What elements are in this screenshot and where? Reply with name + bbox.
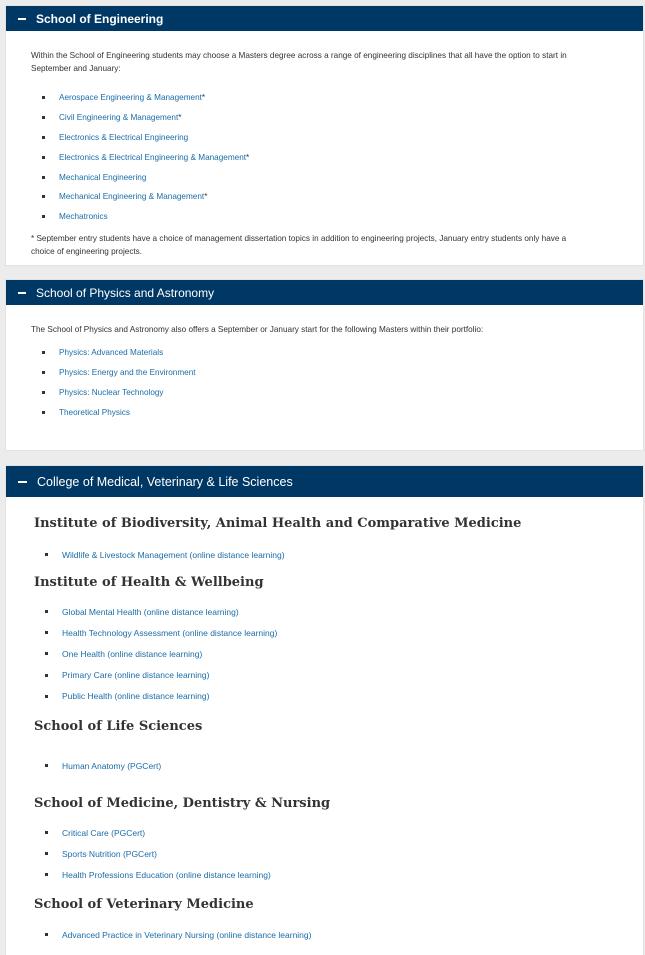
- list-item: [42, 383, 196, 403]
- programme-link[interactable]: Public Health (online distance learning): [62, 691, 210, 702]
- physics-intro: The School of Physics and Astronomy also offers a September or January start for the following Masters within their portfolio:: [31, 325, 484, 334]
- square-bullet-icon: [45, 764, 48, 767]
- list-item: [42, 402, 196, 422]
- list-item: [42, 88, 249, 108]
- programme-link[interactable]: Advanced Practice in Veterinary Nursing (online distance learning): [62, 929, 312, 940]
- minus-icon[interactable]: [18, 292, 26, 294]
- list-item: [45, 544, 285, 565]
- programme-link[interactable]: Physics: Nuclear Technology: [59, 387, 164, 397]
- programme-link[interactable]: Civil Engineering & Management: [59, 113, 179, 123]
- programme-link[interactable]: Mechanical Engineering: [59, 172, 147, 182]
- list-item: [42, 147, 249, 167]
- section-heading: School of Veterinary Medicine: [34, 897, 254, 912]
- section-programme-list: [45, 755, 161, 776]
- programme-link[interactable]: Health Technology Assessment (online distance learning): [62, 627, 278, 638]
- programme-link[interactable]: Global Mental Health (online distance learning): [62, 606, 239, 617]
- medical-panel-header[interactable]: [6, 466, 643, 497]
- programme-link[interactable]: Critical Care (PGCert): [62, 827, 146, 838]
- programme-link[interactable]: Theoretical Physics: [59, 407, 130, 417]
- programme-link[interactable]: Primary Care (online distance learning): [62, 670, 210, 681]
- engineering-intro: Within the School of Engineering students may choose a Masters degree across a range of engineering disciplines that all have the option to start in September and January:: [31, 51, 567, 73]
- square-bullet-icon: [45, 674, 48, 677]
- section-programme-list: [45, 601, 277, 707]
- list-item: [45, 822, 271, 843]
- physics-panel: [5, 279, 644, 451]
- list-item: [45, 864, 271, 885]
- programme-link[interactable]: Wildlife & Livestock Management (online distance learning): [62, 549, 285, 560]
- asterisk-mark: *: [246, 152, 250, 162]
- square-bullet-icon: [45, 933, 48, 936]
- list-item: [45, 643, 277, 664]
- panel-title: School of Engineering: [36, 11, 164, 26]
- list-item: [45, 755, 161, 776]
- programme-link[interactable]: One Health (online distance learning): [62, 648, 203, 659]
- list-item: [42, 108, 249, 128]
- physics-programme-list: [42, 343, 196, 422]
- programme-link[interactable]: Mechanical Engineering & Management: [59, 192, 205, 202]
- square-bullet-icon: [42, 351, 45, 354]
- list-item: [45, 924, 311, 945]
- square-bullet-icon: [45, 873, 48, 876]
- medical-panel: [5, 465, 644, 955]
- programme-link[interactable]: Health Professions Education (online distance learning): [62, 869, 271, 880]
- programme-link[interactable]: Sports Nutrition (PGCert): [62, 848, 157, 859]
- programme-link[interactable]: Physics: Advanced Materials: [59, 348, 164, 358]
- section-heading: School of Medicine, Dentistry & Nursing: [34, 796, 331, 811]
- section-heading: School of Life Sciences: [34, 719, 203, 734]
- square-bullet-icon: [42, 371, 45, 374]
- section-programme-list: [45, 924, 311, 945]
- list-item: [45, 843, 271, 864]
- square-bullet-icon: [45, 652, 48, 655]
- asterisk-mark: *: [201, 93, 206, 103]
- programme-link[interactable]: Mechatronics: [59, 212, 108, 222]
- square-bullet-icon: [42, 391, 45, 394]
- asterisk-mark: *: [204, 192, 208, 202]
- panel-title: School of Physics and Astronomy: [36, 285, 215, 300]
- square-bullet-icon: [42, 156, 45, 159]
- square-bullet-icon: [45, 553, 48, 556]
- square-bullet-icon: [42, 116, 45, 119]
- engineering-panel: [5, 5, 644, 266]
- square-bullet-icon: [42, 215, 45, 218]
- square-bullet-icon: [42, 411, 45, 414]
- list-item: [42, 187, 249, 207]
- list-item: [42, 363, 196, 383]
- square-bullet-icon: [42, 195, 45, 198]
- square-bullet-icon: [45, 631, 48, 634]
- square-bullet-icon: [42, 136, 45, 139]
- engineering-panel-header[interactable]: [6, 6, 643, 31]
- square-bullet-icon: [42, 176, 45, 179]
- section-heading: Institute of Health & Wellbeing: [34, 575, 264, 590]
- list-item: [42, 343, 196, 363]
- list-item: [45, 622, 277, 643]
- minus-icon[interactable]: [18, 18, 26, 20]
- square-bullet-icon: [45, 695, 48, 698]
- section-heading: Institute of Biodiversity, Animal Health and Comparative Medicine: [34, 516, 522, 531]
- list-item: [45, 665, 277, 686]
- list-item: [42, 167, 249, 187]
- list-item: [42, 207, 249, 227]
- panel-title: College of Medical, Veterinary & Life Sciences: [37, 474, 293, 489]
- square-bullet-icon: [42, 96, 45, 99]
- section-programme-list: [45, 544, 285, 565]
- programme-link[interactable]: Electronics & Electrical Engineering & Management: [59, 152, 247, 162]
- programme-link[interactable]: Physics: Energy and the Environment: [59, 368, 196, 378]
- square-bullet-icon: [45, 852, 48, 855]
- list-item: [42, 128, 249, 148]
- square-bullet-icon: [45, 610, 48, 613]
- engineering-footnote: * September entry students have a choice of management dissertation topics in addition to engineering projects, January entry students only have a choice of engineering projects.: [31, 234, 567, 256]
- programme-link[interactable]: Aerospace Engineering & Management: [59, 93, 202, 103]
- physics-panel-header[interactable]: [6, 280, 643, 305]
- section-programme-list: [45, 822, 271, 886]
- asterisk-mark: *: [178, 113, 182, 123]
- minus-icon[interactable]: [18, 481, 27, 483]
- engineering-programme-list: [42, 88, 249, 227]
- programme-link[interactable]: Human Anatomy (PGCert): [62, 760, 162, 771]
- list-item: [45, 601, 277, 622]
- list-item: [45, 686, 277, 707]
- programme-link[interactable]: Electronics & Electrical Engineering: [59, 132, 189, 142]
- square-bullet-icon: [45, 831, 48, 834]
